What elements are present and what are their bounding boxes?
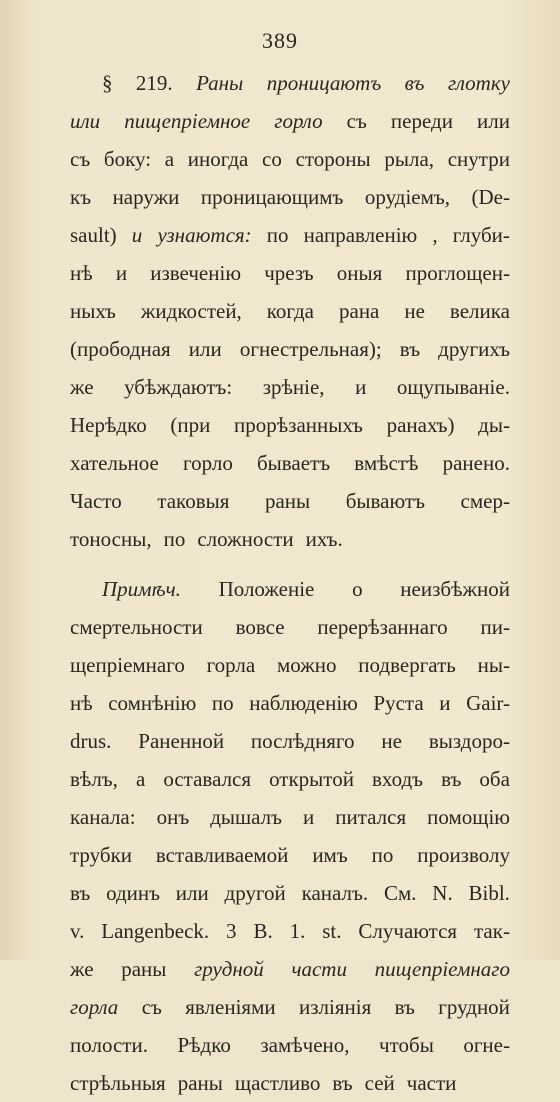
word: стрѣльныя xyxy=(70,1071,166,1095)
word: (De- xyxy=(471,185,510,209)
text-line xyxy=(70,950,510,988)
word: произволу xyxy=(417,843,510,867)
word: со xyxy=(262,147,282,171)
word: а xyxy=(135,767,146,791)
word: огне- xyxy=(463,1033,510,1057)
word: проглощен- xyxy=(405,261,510,285)
word: v. xyxy=(70,919,85,943)
word: въ xyxy=(70,881,91,905)
word: пищепріемнаго xyxy=(374,957,510,981)
word: раны xyxy=(121,957,167,981)
word: проницающимъ xyxy=(200,185,344,209)
word: или xyxy=(70,109,101,133)
word: таковыя xyxy=(157,489,230,513)
word: направленію xyxy=(303,223,418,247)
word: ны- xyxy=(477,653,510,677)
text-line xyxy=(70,178,510,216)
word: полости. xyxy=(70,1033,148,1057)
word: рыла, xyxy=(384,147,435,171)
word: велика xyxy=(449,299,510,323)
word: Примѣч. xyxy=(102,577,181,601)
word: ды- xyxy=(478,413,510,437)
word: въ xyxy=(394,995,415,1019)
word: и xyxy=(131,223,143,247)
word: наружи xyxy=(112,185,180,209)
word: изліянія xyxy=(298,995,372,1019)
word: st. xyxy=(322,919,342,943)
word: помощію xyxy=(427,805,510,829)
paragraph-gap xyxy=(70,558,510,570)
word: сомнѣнію xyxy=(108,691,197,715)
paragraph-219 xyxy=(70,64,510,558)
word: нѣ xyxy=(70,691,93,715)
body-text xyxy=(70,64,510,1102)
word: раны xyxy=(264,489,311,513)
word: sault) xyxy=(70,223,117,247)
text-line xyxy=(70,292,510,330)
word: грудной xyxy=(194,957,264,981)
text-line xyxy=(70,722,510,760)
word: или xyxy=(477,109,510,133)
word: пи- xyxy=(480,615,510,639)
word: и xyxy=(439,691,451,715)
word: по xyxy=(371,843,394,867)
word: каналъ. xyxy=(301,881,369,905)
text-line xyxy=(70,760,510,798)
word: вмѣстѣ xyxy=(354,451,419,475)
word: Положеніе xyxy=(218,577,315,601)
word: одинъ xyxy=(106,881,160,905)
word: переди xyxy=(390,109,453,133)
paragraph-note xyxy=(70,570,510,1102)
word: въ xyxy=(332,1071,353,1095)
word: вставливаемой xyxy=(155,843,289,867)
word: перерѣзаннаго xyxy=(317,615,448,639)
word: не xyxy=(404,299,425,323)
text-line xyxy=(70,406,510,444)
word: узнаются: xyxy=(157,223,252,247)
word: чрезъ xyxy=(264,261,314,285)
word: орудіемъ, xyxy=(364,185,450,209)
word: а xyxy=(164,147,175,171)
text-line xyxy=(70,482,510,520)
word: горло xyxy=(183,451,233,475)
word: оныя xyxy=(336,261,383,285)
word: канала: xyxy=(70,805,136,829)
word: стороны xyxy=(295,147,371,171)
word: бываетъ xyxy=(256,451,331,475)
word: раны xyxy=(177,1071,223,1095)
word: же xyxy=(70,375,94,399)
word: не xyxy=(381,729,402,753)
word: Руста xyxy=(373,691,424,715)
word: трубки xyxy=(70,843,133,867)
word: Нерѣдко xyxy=(70,413,147,437)
word: къ xyxy=(70,185,92,209)
word: чтобы xyxy=(379,1033,434,1057)
word: , xyxy=(432,223,438,247)
text-line xyxy=(70,140,510,178)
word: проницаютъ xyxy=(266,71,382,95)
text-line xyxy=(70,874,510,912)
word: ранахъ) xyxy=(386,413,455,437)
word: § xyxy=(102,71,113,95)
word: горла xyxy=(70,995,119,1019)
word: выздоро- xyxy=(428,729,510,753)
word: сложности xyxy=(197,527,294,551)
word: неизбѣжной xyxy=(400,577,510,601)
word: drus. xyxy=(70,729,112,753)
word: щепріемнаго xyxy=(70,653,185,677)
text-line xyxy=(70,64,510,102)
text-line xyxy=(70,102,510,140)
word: части xyxy=(406,1071,457,1095)
word: 3 xyxy=(226,919,237,943)
word: части xyxy=(291,957,347,981)
text-line xyxy=(70,368,510,406)
text-line xyxy=(70,912,510,950)
word: Bibl. xyxy=(468,881,510,905)
word: ранено. xyxy=(442,451,510,475)
word: оставался xyxy=(163,767,252,791)
word: въ xyxy=(404,71,425,95)
word: другихъ xyxy=(438,337,510,361)
word: и xyxy=(303,805,315,829)
text-line xyxy=(70,1026,510,1064)
word: нѣ xyxy=(70,261,93,285)
word: грудной xyxy=(438,995,510,1019)
text-line xyxy=(70,646,510,684)
text-line xyxy=(70,520,510,558)
text-line xyxy=(70,836,510,874)
text-line xyxy=(70,608,510,646)
word: (прободная xyxy=(70,337,171,361)
word: другой xyxy=(224,881,286,905)
word: явленіями xyxy=(185,995,276,1019)
word: открытой xyxy=(269,767,354,791)
word: и xyxy=(355,375,367,399)
word: или xyxy=(175,881,209,905)
text-line xyxy=(70,444,510,482)
word: по xyxy=(266,223,289,247)
word: въ xyxy=(441,767,462,791)
word: съ xyxy=(70,147,91,171)
text-line xyxy=(70,684,510,722)
word: извеченію xyxy=(150,261,242,285)
word: (при xyxy=(170,413,211,437)
word: жидкостей, xyxy=(140,299,242,323)
word: Раненной xyxy=(138,729,225,753)
word: N. xyxy=(432,881,453,905)
word: имъ xyxy=(312,843,348,867)
word: глотку xyxy=(447,71,510,95)
page-number: 389 xyxy=(262,28,298,53)
word: можно xyxy=(276,653,337,677)
word: B. xyxy=(253,919,273,943)
word: съ xyxy=(346,109,367,133)
word: онъ xyxy=(156,805,190,829)
word: наблюденію xyxy=(249,691,358,715)
word: въ xyxy=(399,337,421,361)
word: Часто xyxy=(70,489,122,513)
word: или xyxy=(188,337,222,361)
word: снутри xyxy=(447,147,510,171)
text-line xyxy=(70,216,510,254)
word: смертельности xyxy=(70,615,203,639)
word: смер- xyxy=(460,489,510,513)
word: иногда xyxy=(187,147,249,171)
word: сей xyxy=(364,1071,395,1095)
word: горло xyxy=(274,109,323,133)
text-line xyxy=(70,1064,510,1102)
word: когда xyxy=(266,299,315,323)
word: же xyxy=(70,957,94,981)
word: так- xyxy=(473,919,510,943)
word: дышалъ xyxy=(210,805,283,829)
word: ныхъ xyxy=(70,299,116,323)
word: боку: xyxy=(103,147,152,171)
word: Gair- xyxy=(466,691,510,715)
word: и xyxy=(115,261,128,285)
word: по xyxy=(211,691,234,715)
word: хательное xyxy=(70,451,159,475)
word: подвергать xyxy=(358,653,456,677)
word: зрѣніе, xyxy=(262,375,325,399)
text-line xyxy=(70,330,510,368)
word: послѣдняго xyxy=(250,729,355,753)
word: съ xyxy=(141,995,162,1019)
word: прорѣзанныхъ xyxy=(234,413,363,437)
word: горла xyxy=(206,653,256,677)
word: щастливо xyxy=(234,1071,321,1095)
word: ощупываніе. xyxy=(396,375,510,399)
word: Langenbeck. xyxy=(101,919,210,943)
word: тоносны, xyxy=(70,527,152,551)
word: См. xyxy=(383,881,417,905)
word: ихъ. xyxy=(305,527,343,551)
word: 219. xyxy=(135,71,173,95)
word: Случаются xyxy=(358,919,458,943)
word: вовсе xyxy=(235,615,285,639)
word: рана xyxy=(339,299,380,323)
word: Рѣдко xyxy=(177,1033,231,1057)
word: оба xyxy=(479,767,510,791)
word: огнестрельная); xyxy=(239,337,382,361)
word: замѣчено, xyxy=(260,1033,350,1057)
word: бываютъ xyxy=(345,489,425,513)
word: входъ xyxy=(371,767,424,791)
word: питался xyxy=(335,805,407,829)
text-line xyxy=(70,988,510,1026)
text-line xyxy=(70,254,510,292)
word: по xyxy=(163,527,186,551)
word: вѣлъ, xyxy=(70,767,118,791)
text-line xyxy=(70,570,510,608)
word: 1. xyxy=(289,919,306,943)
word: пищепріемное xyxy=(124,109,251,133)
word: о xyxy=(352,577,363,601)
word: глуби- xyxy=(452,223,510,247)
word: Раны xyxy=(196,71,244,95)
text-line xyxy=(70,798,510,836)
word: убѣждаютъ: xyxy=(124,375,233,399)
